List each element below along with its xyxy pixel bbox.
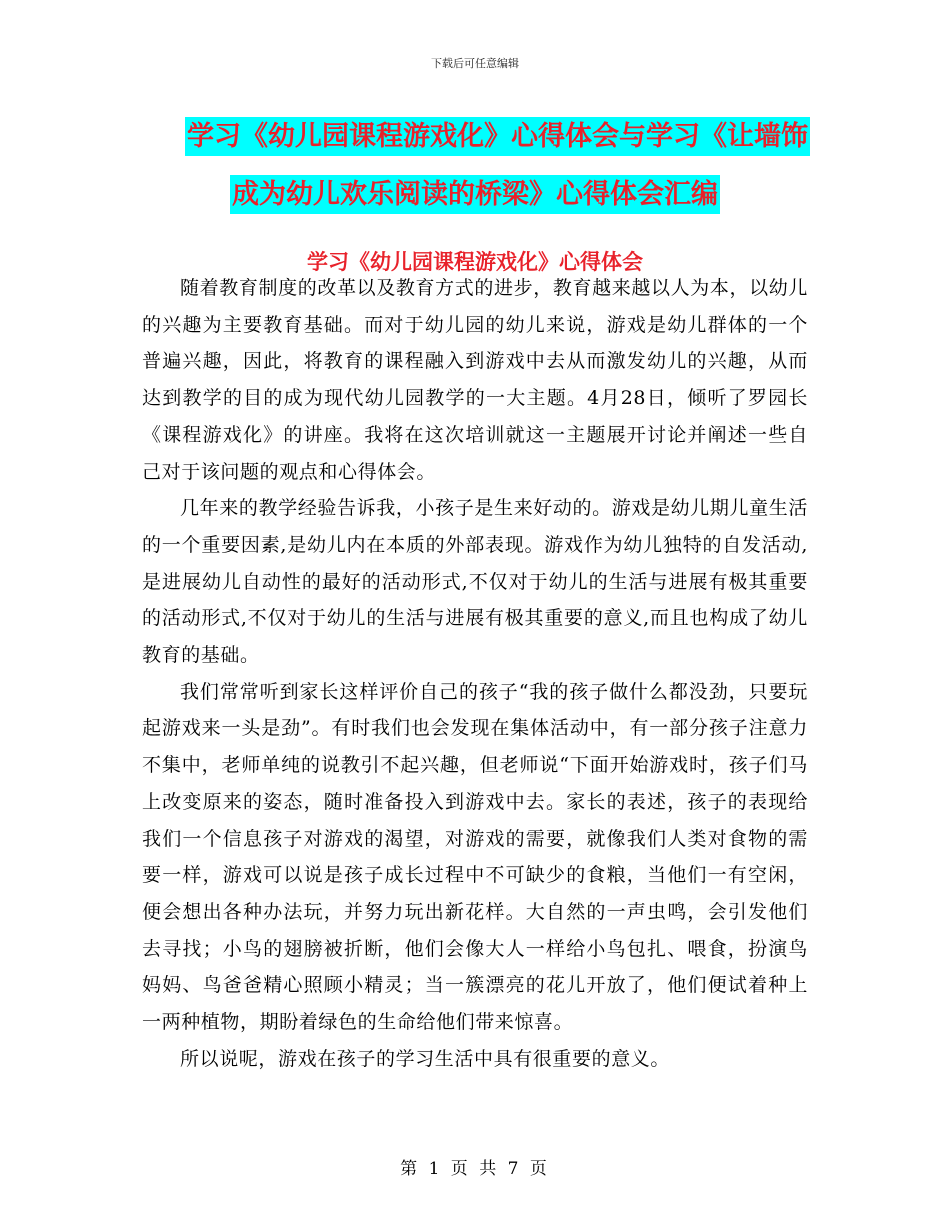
header-note: 下载后可任意编辑 [431,57,519,70]
title-line-2-text: 成为幼儿欢乐阅读的桥梁》心得体会汇编 [230,175,720,214]
document-title [0,108,950,224]
paragraph: 所以说呢，游戏在孩子的学习生活中具有很重要的意义。 [180,1047,671,1070]
title-line-1 [0,108,950,166]
page-footer: 第 1 页 共 7 页 [400,1159,550,1179]
title-line-1-text: 学习《幼儿园课程游戏化》心得体会与学习《让墙饰 [185,117,810,156]
paragraph: 我们常常听到家长这样评价自己的孩子“我的孩子做什么都没劲，只要玩起游戏来一头是劲”。有时我们也会发现在集体活动中，有一部分孩子注意力不集中，老师单纯的说教引不起兴趣，但老师说“下面开始游戏时，孩子们马上改变原来的姿态，随时准备投入到游戏中去。家长的表述，孩子的表现给我们一个信息孩子对游戏的渴望，对游戏的需要，就像我们人类对食物的需要一样，游戏可以说是孩子成长过程中不可缺少的食粮，当他们一有空闲，便会想出各种办法玩，并努力玩出新花样。大自然的一声虫鸣，会引发他们去寻找；小鸟的翅膀被折断，他们会像大人一样给小鸟包扎、喂食，扮演鸟妈妈、鸟爸爸精心照顾小精灵；当一簇漂亮的花儿开放了，他们便试着种上一两种植物，期盼着绿色的生命给他们带来惊喜。 [142,680,808,1034]
paragraph: 随着教育制度的改革以及教育方式的进步，教育越来越以人为本，以幼儿的兴趣为主要教育基础。而对于幼儿园的幼儿来说，游戏是幼儿群体的一个普遍兴趣，因此，将教育的课程融入到游戏中去从而激发幼儿的兴趣，从而达到教学的目的成为现代幼儿园教学的一大主题。4月28日，倾听了罗园长《课程游戏化》的讲座。我将在这次培训就这一主题展开讨论并阐述一些自己对于该问题的观点和心得体会。 [142,277,808,483]
section-title: 学习《幼儿园课程游戏化》心得体会 [307,250,643,274]
paragraph: 几年来的教学经验告诉我，小孩子是生来好动的。游戏是幼儿期儿童生活的一个重要因素,是幼儿内在本质的外部表现。游戏作为幼儿独特的自发活动,是进展幼儿自动性的最好的活动形式,不仅对于幼儿的生活与进展有极其重要的活动形式,不仅对于幼儿的生活与进展有极其重要的意义,而且也构成了幼儿教育的基础。 [142,497,808,667]
body-text [142,270,808,1077]
title-line-2 [0,166,950,224]
